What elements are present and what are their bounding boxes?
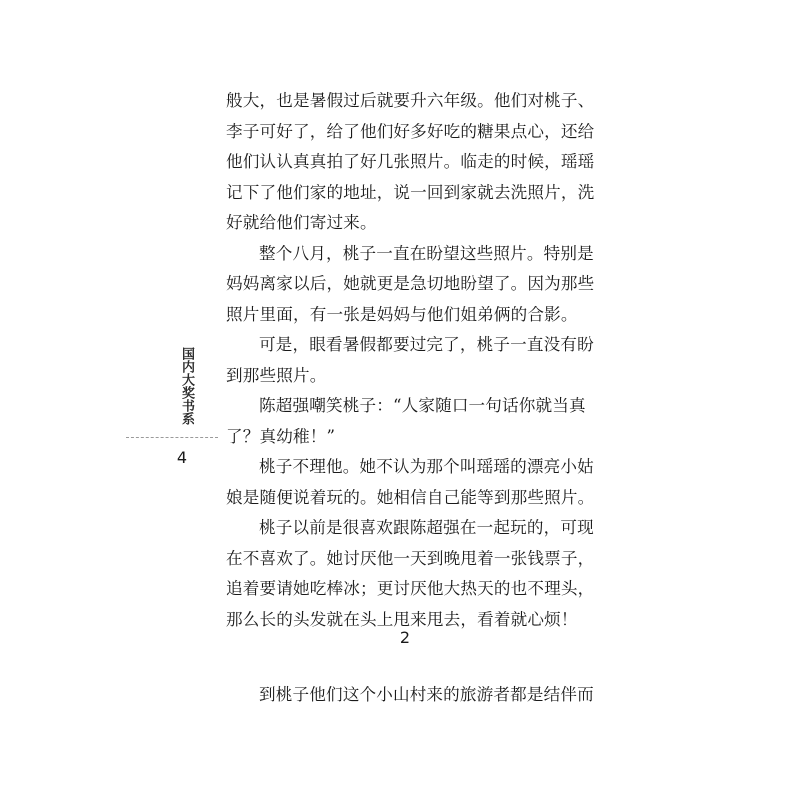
text-line: 桃子以前是很喜欢跟陈超强在一起玩的，可现 bbox=[259, 518, 594, 537]
dashed-divider bbox=[126, 437, 218, 438]
chapter-number: 2 bbox=[399, 628, 411, 647]
text-line: 到那些照片。 bbox=[226, 365, 327, 385]
text-line: 照片里面，有一张是妈妈与他们姐弟俩的合影。 bbox=[226, 304, 578, 324]
text-line: 妈妈离家以后，她就更是急切地盼望了。因为那些 bbox=[226, 274, 595, 293]
text-line: 他们认认真真拍了好几张照片。临走的时候，瑶瑶 bbox=[226, 152, 595, 171]
text-line: 好就给他们寄过来。 bbox=[226, 213, 377, 232]
text-line: 陈超强嘲笑桃子：“人家随口一句话你就当真 bbox=[259, 396, 586, 415]
text-line: 李子可好了，给了他们好多好吃的糖果点心，还给 bbox=[226, 121, 595, 141]
text-line: 在不喜欢了。她讨厌他一天到晚甩着一张钱票子， bbox=[226, 548, 595, 568]
chapter-opening bbox=[226, 680, 592, 711]
body-text bbox=[226, 86, 595, 635]
text-line: 桃子不理他。她不认为那个叫瑶瑶的漂亮小姑 bbox=[259, 457, 594, 476]
text-line: 整个八月，桃子一直在盼望这些照片。特别是 bbox=[259, 243, 594, 263]
text-line: 可是，眼看暑假都要过完了，桃子一直没有盼 bbox=[259, 335, 594, 354]
text-line: 到桃子他们这个小山村来的旅游者都是结伴而 bbox=[259, 685, 594, 704]
text-line: 那么长的头发就在头上甩来甩去，看着就心烦！ bbox=[226, 609, 578, 629]
text-line: 娘是随便说着玩的。她相信自己能等到那些照片。 bbox=[226, 487, 595, 507]
text-line: 般大，也是暑假过后就要升六年级。他们对桃子、 bbox=[226, 91, 595, 110]
text-line: 记下了他们家的地址，说一回到家就去洗照片，洗 bbox=[226, 182, 595, 202]
series-title: 国内大奖书系 bbox=[179, 347, 194, 425]
text-line: 追着要请她吃棒冰；更讨厌他大热天的也不理头， bbox=[226, 579, 595, 598]
page-number: 4 bbox=[176, 448, 188, 467]
text-line: 了？真幼稚！” bbox=[226, 426, 336, 446]
